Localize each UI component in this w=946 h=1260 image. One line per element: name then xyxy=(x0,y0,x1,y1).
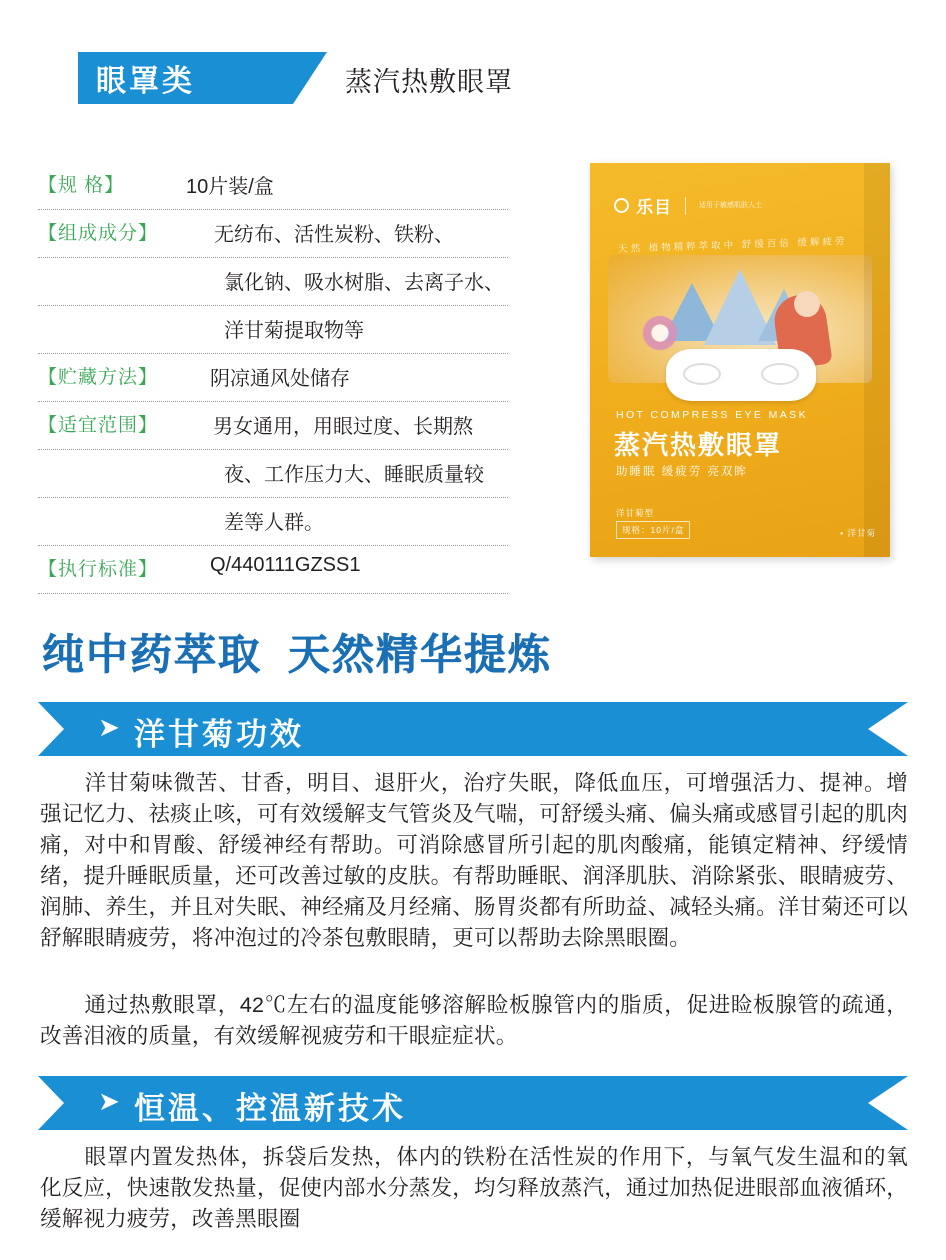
section-paragraph xyxy=(40,768,908,954)
package-english-title: HOT COMPRESS EYE MASK xyxy=(616,409,808,421)
arrow-right-icon: ➤ xyxy=(98,712,120,742)
spec-label: 【执行标准】 xyxy=(38,559,159,580)
section-title: 恒温、控温新技术 xyxy=(134,1091,406,1126)
spec-row xyxy=(38,450,508,498)
flower-icon xyxy=(638,313,682,353)
spec-row xyxy=(38,354,508,402)
category-tag-slant xyxy=(293,52,327,104)
spec-row xyxy=(38,498,508,546)
package-scent: • 洋甘菊 xyxy=(840,528,876,538)
brand-subtext: 适用于敏感肌肤人士 xyxy=(699,201,762,209)
banner-left-notch xyxy=(38,702,64,756)
spec-value: 无纺布、活性炭粉、铁粉、 xyxy=(214,224,454,246)
spec-value: 差等人群。 xyxy=(224,512,324,534)
spec-row xyxy=(38,402,508,450)
spec-label: 【组成成分】 xyxy=(38,223,159,244)
page-slogan xyxy=(42,622,552,682)
spec-value: Q/440111GZSS1 xyxy=(210,554,361,576)
section-paragraph xyxy=(40,1142,908,1235)
spec-row xyxy=(38,258,508,306)
spec-value: 氯化钠、吸水树脂、去离子水、 xyxy=(224,272,504,294)
category-tag: 眼罩类 xyxy=(78,52,293,104)
section-title: 洋甘菊功效 xyxy=(134,717,304,752)
spec-label: 【适宜范围】 xyxy=(38,415,159,436)
section-banner-chamomile xyxy=(38,702,908,756)
package-features: 助睡眠 缓疲劳 亮双眸 xyxy=(616,466,748,478)
package-brand xyxy=(614,193,762,218)
section-banner-temperature xyxy=(38,1076,908,1130)
brand-name: 乐目 xyxy=(636,198,672,217)
spec-row xyxy=(38,162,508,210)
spec-value: 男女通用，用眼过度、长期熬 xyxy=(213,416,473,438)
paragraph-text: 通过热敷眼罩，42℃左右的温度能够溶解睑板腺管内的脂质，促进睑板腺管的疏通，改善泪液的质量，有效缓解视疲劳和干眼症症状。 xyxy=(40,993,908,1048)
eye-mask-icon xyxy=(666,349,816,401)
spec-value: 10片装/盒 xyxy=(186,176,274,198)
package-category: 洋甘菊型 xyxy=(616,508,655,518)
slogan-left: 纯中药萃取 xyxy=(42,631,263,678)
banner-right-notch xyxy=(868,1076,908,1130)
spec-row xyxy=(38,306,508,354)
banner-left-notch xyxy=(38,1076,64,1130)
spec-value: 洋甘菊提取物等 xyxy=(224,320,364,342)
spec-label: 【贮藏方法】 xyxy=(38,367,159,388)
spec-value: 夜、工作压力大、睡眠质量较 xyxy=(224,464,484,486)
section-paragraph xyxy=(40,990,908,1052)
page-header xyxy=(0,52,946,104)
divider xyxy=(685,197,686,215)
product-package-image xyxy=(590,163,890,557)
package-side-edge xyxy=(864,163,890,557)
spec-label: 【规 格】 xyxy=(38,175,125,196)
paragraph-text: 眼罩内置发热体，拆袋后发热，体内的铁粉在活性炭的作用下，与氧气发生温和的氧化反应，快速散发热量，促使内部水分蒸发，均匀释放蒸汽，通过加热促进眼部血液循环，缓解视力疲劳，改善黑眼圈 xyxy=(40,1145,909,1231)
paragraph-text: 洋甘菊味微苦、甘香，明目、退肝火，治疗失眠，降低血压，可增强活力、提神。增强记忆力、祛痰止咳，可有效缓解支气管炎及气喘，可舒缓头痛、偏头痛或感冒引起的肌肉痛，对中和胃酸、舒缓神经有帮助。可消除感冒所引起的肌肉酸痛，能镇定精神、纾缓情绪，提升睡眠质量，还可改善过敏的皮肤。有帮助睡眠、润泽肌肤、消除紧张、眼睛疲劳、润肺、养生，并且对失眠、神经痛及月经痛、肠胃炎都有所助益、减轻头痛。洋甘菊还可以舒解眼睛疲劳，将冲泡过的冷茶包敷眼睛，更可以帮助去除黑眼圈。 xyxy=(40,771,909,950)
spec-row xyxy=(38,546,508,594)
spec-value: 阴凉通风处储存 xyxy=(210,368,350,390)
woman-face xyxy=(794,291,820,317)
package-ribbon-text: 天然 植物精粹萃取中 舒缓百倍 缓解疲劳 xyxy=(617,235,848,255)
spec-row xyxy=(38,210,508,258)
arrow-right-icon: ➤ xyxy=(98,1086,120,1116)
brand-ring-icon xyxy=(614,198,629,213)
banner-right-notch xyxy=(868,702,908,756)
product-name-heading: 蒸汽热敷眼罩 xyxy=(345,67,513,97)
package-title: 蒸汽热敷眼罩 xyxy=(614,430,783,460)
slogan-right: 天然精华提炼 xyxy=(288,631,553,678)
package-spec-box: 规格：10片/盒 xyxy=(616,521,690,539)
spec-table xyxy=(38,162,508,594)
